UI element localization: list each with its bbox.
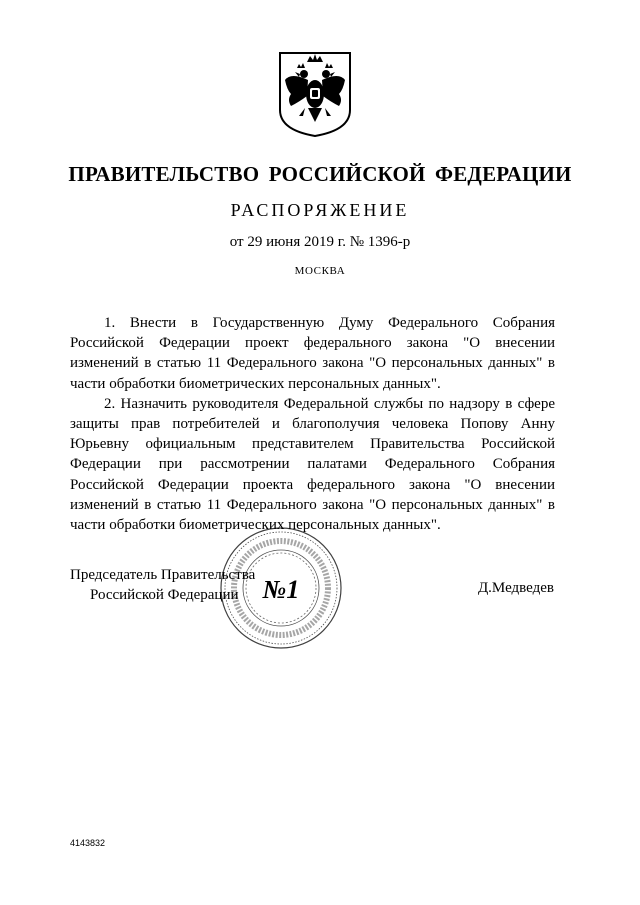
official-seal [219, 526, 343, 650]
government-title: ПРАВИТЕЛЬСТВО РОССИЙСКОЙ ФЕДЕРАЦИИ [68, 162, 572, 186]
document-body [70, 313, 555, 535]
document-code: 4143832 [70, 838, 106, 848]
city: МОСКВА [294, 265, 346, 277]
seal-number: №1 [262, 575, 300, 604]
coat-of-arms-icon [277, 50, 353, 138]
date-and-number: от 29 июня 2019 г. № 1396-р [229, 234, 411, 250]
signer-position-line-1: Председатель Правительства [70, 567, 256, 583]
document-type: РАСПОРЯЖЕНИЕ [230, 200, 410, 220]
signer-name: Д.Медведев [477, 580, 554, 596]
paragraph-1: 1. Внести в Государственную Думу Федерального Собрания Российской Федерации проект федерального закона "О внесении изменений в статью 11 Федерального закона "О персональных данных" в части обработки биометрических персональных данных". [70, 315, 555, 392]
paragraph-2: 2. Назначить руководителя Федеральной службы по надзору в сфере защиты прав потребителей и благополучия человека Попову Анну Юрьевну официальным представителем Правительства Российской Федерации при рассмотрении палатами Федерального Собрания Российской Федерации проекта федерального закона "О внесении изменений в статью 11 Федерального закона "О персональных данных" в части обработки биометрических персональных данных". [70, 395, 555, 534]
signer-position-line-2: Российской Федерации [90, 587, 239, 603]
